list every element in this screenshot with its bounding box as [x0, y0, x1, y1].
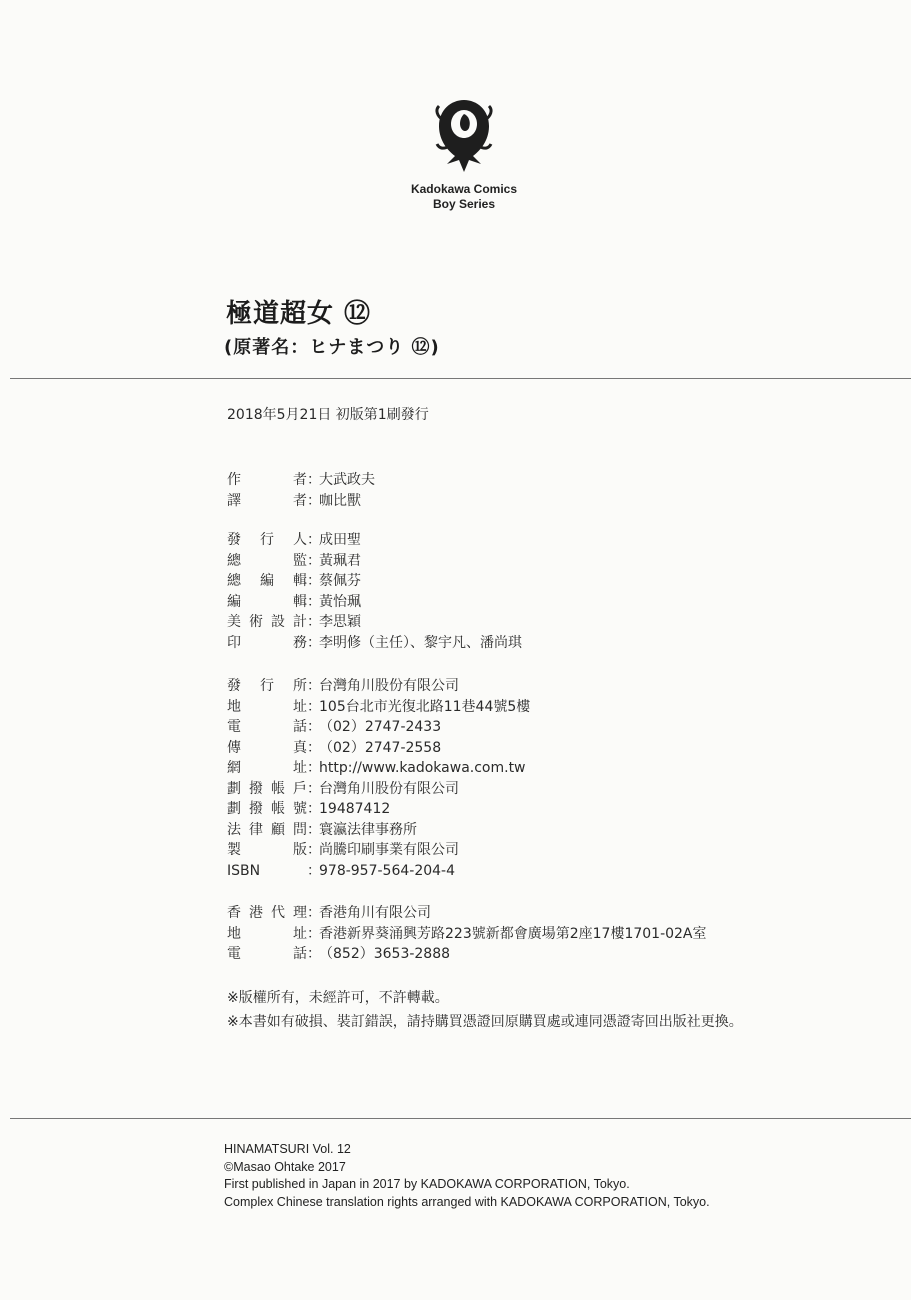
- row-value: 台灣角川股份有限公司: [319, 678, 459, 694]
- row-separator: ：: [307, 678, 321, 694]
- row-label: ISBN: [227, 862, 261, 879]
- staff-row: [227, 530, 522, 551]
- note-line: ※版權所有，未經許可，不許轉載。: [227, 990, 449, 1006]
- row-separator: ：: [307, 532, 321, 548]
- credit-row: [227, 470, 375, 491]
- row-label: 傳真: [227, 739, 307, 756]
- publisher-row: [227, 779, 530, 800]
- row-separator: ：: [307, 719, 321, 735]
- row-separator: ：: [307, 821, 321, 838]
- publisher-row: [227, 820, 530, 841]
- publication-date: 2018年5月21日 初版第1刷發行: [227, 407, 429, 423]
- english-copyright: [224, 1141, 710, 1211]
- row-label: 網址: [227, 760, 307, 776]
- row-label: 總編輯: [227, 573, 307, 589]
- row-label: 電話: [227, 946, 307, 962]
- hk-row: [227, 924, 707, 945]
- publisher-row: [227, 840, 530, 861]
- row-label: 法律顧問: [227, 821, 307, 838]
- row-separator: ：: [307, 801, 321, 817]
- row-value: （02）2747-2558: [319, 739, 442, 756]
- row-separator: ：: [307, 739, 321, 756]
- row-value: 香港新界葵涌興芳路223號新都會廣場第2座17樓1701-02A室: [319, 925, 707, 942]
- logo-line-1: Kadokawa Comics: [410, 182, 518, 196]
- row-separator: ：: [307, 593, 321, 610]
- footer-line: First published in Japan in 2017 by KADOKAWA CORPORATION, Tokyo.: [224, 1177, 630, 1191]
- publisher-row: [227, 697, 530, 718]
- row-label: 發行所: [227, 678, 307, 694]
- row-value: 成田聖: [319, 532, 361, 548]
- publisher-block: [227, 676, 530, 881]
- hk-row: [227, 903, 707, 924]
- row-value: 李思穎: [319, 614, 361, 630]
- credits-block: [227, 470, 375, 511]
- row-label: 地址: [227, 925, 307, 942]
- row-separator: ：: [307, 862, 321, 879]
- row-label: 劃撥帳號: [227, 801, 307, 817]
- row-value: 105台北市光復北路11巷44號5樓: [319, 698, 531, 715]
- row-label: 香港代理: [227, 905, 307, 921]
- publisher-row: [227, 861, 530, 882]
- publisher-row: [227, 799, 530, 820]
- row-value: 978-957-564-204-4: [319, 862, 456, 879]
- book-title: 極道超女 ⑫: [226, 299, 372, 329]
- row-label: 美術設計: [227, 614, 307, 630]
- row-value: 尚騰印刷事業有限公司: [319, 842, 459, 858]
- staff-block: [227, 530, 522, 653]
- row-value: 黃怡珮: [319, 593, 361, 610]
- bottom-divider: [10, 1118, 911, 1119]
- publisher-row: [227, 738, 530, 759]
- publisher-row: [227, 717, 530, 738]
- row-label: 譯者: [227, 492, 307, 509]
- row-separator: ：: [307, 492, 321, 509]
- row-label: 印務: [227, 634, 307, 651]
- website-link[interactable]: http://www.kadokawa.com.tw: [319, 760, 526, 776]
- row-separator: ：: [307, 552, 321, 569]
- row-value: 蔡佩芬: [319, 573, 361, 589]
- row-separator: ：: [307, 842, 321, 858]
- row-separator: ：: [307, 905, 321, 921]
- logo-line-2: Boy Series: [432, 197, 496, 211]
- row-value: 大武政夫: [319, 472, 375, 488]
- row-label: 劃撥帳戶: [227, 780, 307, 797]
- credit-row: [227, 491, 375, 512]
- footer-line: Complex Chinese translation rights arranged with KADOKAWA CORPORATION, Tokyo.: [224, 1194, 710, 1209]
- staff-row: [227, 612, 522, 633]
- row-value: 李明修（主任）、黎宇凡、潘尚琪: [319, 634, 522, 651]
- staff-row: [227, 633, 522, 654]
- row-value: 黃珮君: [319, 552, 361, 569]
- row-separator: ：: [307, 760, 321, 776]
- row-label: 電話: [227, 719, 307, 735]
- row-separator: ：: [307, 780, 321, 797]
- hk-agent-block: [227, 903, 707, 965]
- row-label: 發行人: [227, 532, 307, 548]
- row-separator: ：: [307, 925, 321, 942]
- top-divider: [10, 378, 911, 379]
- row-separator: ：: [307, 614, 321, 630]
- row-value: （02）2747-2433: [319, 719, 442, 735]
- row-label: 總監: [227, 552, 307, 569]
- publisher-row: [227, 676, 530, 697]
- hk-row: [227, 944, 707, 965]
- row-label: 製版: [227, 842, 307, 858]
- row-label: 地址: [227, 698, 307, 715]
- phoenix-emblem-icon: [429, 96, 499, 176]
- publisher-logo: [386, 96, 542, 212]
- publisher-row: [227, 758, 530, 779]
- row-value: 香港角川有限公司: [319, 905, 431, 921]
- staff-row: [227, 571, 522, 592]
- staff-row: [227, 592, 522, 613]
- staff-row: [227, 551, 522, 572]
- original-title: (原著名：ヒナまつり ⑫): [224, 337, 440, 358]
- footer-line: HINAMATSURI Vol. 12: [224, 1142, 351, 1156]
- row-label: 作者: [227, 472, 307, 488]
- note-line: ※本書如有破損、裝訂錯誤，請持購買憑證回原購買處或連同憑證寄回出版社更換。: [227, 1014, 743, 1030]
- row-value: （852）3653-2888: [319, 946, 451, 962]
- footer-line: ©Masao Ohtake 2017: [224, 1159, 346, 1174]
- row-value: 咖比獸: [319, 492, 361, 509]
- row-value: 台灣角川股份有限公司: [319, 780, 459, 797]
- row-separator: ：: [307, 472, 321, 488]
- row-separator: ：: [307, 946, 321, 962]
- row-separator: ：: [307, 573, 321, 589]
- row-separator: ：: [307, 698, 321, 715]
- row-separator: ：: [307, 634, 321, 651]
- row-label: 編輯: [227, 593, 307, 610]
- row-value: 寰瀛法律事務所: [319, 821, 417, 838]
- copyright-notes: [227, 986, 743, 1034]
- row-value: 19487412: [319, 801, 391, 817]
